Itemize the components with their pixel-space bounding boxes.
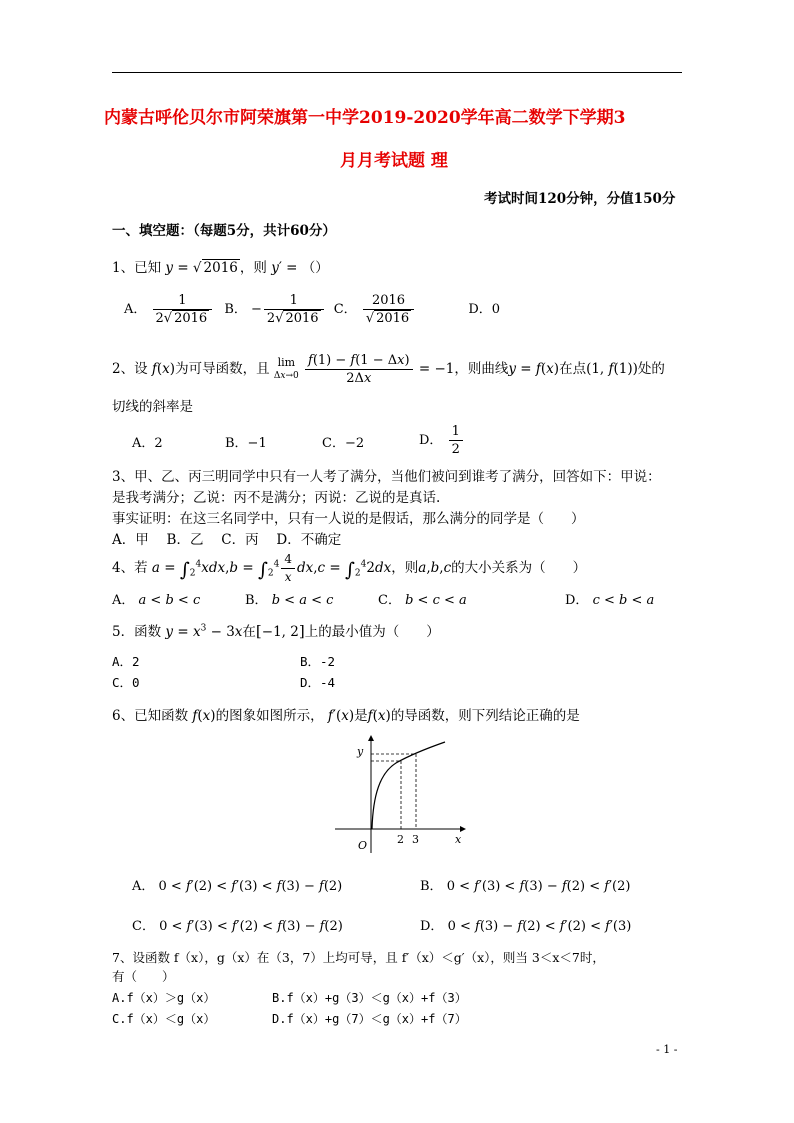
q7-option-a: A.f（x）＞g（x） [112, 991, 216, 1005]
q6-option-d: D． 0 < f(3) − f(2) < f′(2) < f′(3) [420, 919, 632, 934]
q4-option-a: A． a < b < c [112, 593, 201, 608]
q1-stem-tail: ，则 [239, 260, 267, 276]
q4-tail: ，则 [391, 560, 419, 576]
q1-options: A． $\frac{1}{2√ 2016}$ B． − $\frac{1}{2√ 2016}$ C． $\frac{2016}{√ 2016}$ D．0 [124, 293, 501, 326]
title-line-1: 内蒙古呼伦贝尔市阿荣旗第一中学2019-2020学年高二数学下学期3 [104, 108, 626, 128]
q5-option-a: A．2 [112, 654, 140, 669]
q6-option-c: C． 0 < f′(3) < f′(2) < f(3) − f(2) [132, 919, 343, 934]
question-6: 6、已知函数 f(x)的图象如图所示， f′(x)是f(x)的导函数，则下列结论正确的是 [112, 708, 580, 724]
q2-option-d: D． $\frac{1}{2}$ [419, 423, 465, 458]
q6-mid-2: 是 [354, 708, 368, 724]
q5-tail: 上的最小值为（ ） [304, 624, 440, 640]
q4-d-label: D． [565, 593, 589, 608]
q5-option-b: B．-2 [300, 654, 336, 669]
q7-option-c: C.f（x）＜g（x） [112, 1012, 216, 1026]
q3-line-1: 3、甲、乙、丙三明同学中只有一人考了满分，当他们被问到谁考了满分，回答如下：甲说： [112, 469, 661, 485]
q7-line-2: 有（ ） [112, 969, 175, 984]
q5-option-d: D．-4 [300, 675, 336, 690]
question-2: 2、设 f(x)为可导函数，且 lim Δx→0 $\frac{f(1) - f(1 - \Delta x)}{2\Delta x}$ = −1，则曲线y = f(x)在点(1, f(1))处的 [112, 353, 665, 386]
q4-prefix: 4、若 [112, 560, 148, 576]
q1-b-den: 2016 [285, 311, 319, 326]
q1-option-a: A． [124, 302, 147, 317]
q2-line-2: 切线的斜率是 [112, 399, 193, 415]
q1-option-b: B． [224, 302, 247, 317]
q2-part3: 在点 [559, 361, 587, 377]
q3-line-2: 是我考满分；乙说：丙不是满分；丙说：乙说的是真话. [112, 490, 441, 506]
title-line-2: 月月考试题 理 [340, 151, 448, 171]
q6-tail: 的导函数，则下列结论正确的是 [390, 708, 580, 724]
q4-option-c: C． b < c < a [378, 593, 467, 608]
q1-c-num: 2016 [363, 292, 414, 310]
q7-option-b: B.f（x）+g（3）＜g（x）+f（3） [272, 991, 467, 1005]
y-axis-arrow [368, 735, 374, 741]
q6-a-label: A． [132, 879, 155, 894]
q6-function-graph [330, 735, 470, 855]
q6-option-b: B． 0 < f′(3) < f(3) − f(2) < f′(2) [420, 879, 631, 894]
q6-c-label: C． [132, 919, 155, 934]
graph-tick-2: 2 [397, 833, 404, 846]
q6-prefix: 6、已知函数 [112, 708, 189, 724]
q1-prefix: 1、已知 [112, 260, 162, 276]
q2-option-b: B．−1 [225, 436, 267, 451]
question-5: 5．函数 $y = x^3 - 3x$在[−1, 2]上的最小值为（ ） [112, 622, 440, 640]
q4-c-label: C． [378, 593, 401, 608]
q1-a-num: 1 [153, 292, 213, 310]
q4-b-label: B． [245, 593, 268, 608]
q5-option-c: C．0 [112, 675, 140, 690]
q1-radicand: 2016 [203, 260, 238, 276]
q4-tail-2: 的大小关系为（ ） [451, 560, 587, 576]
q2-part2: ，则曲线 [454, 361, 509, 377]
q6-mid-1: 的图象如图所示， [215, 708, 324, 724]
q4-option-b: B． b < a < c [245, 593, 334, 608]
exam-info: 考试时间120分钟，分值150分 [484, 191, 676, 207]
q2-option-c: C．−2 [322, 436, 365, 451]
q7-line-1: 7、设函数 f（x），g（x）在（3，7）上均可导，且 f′（x）＜g′（x），则当 3＜x＜7时， [112, 950, 605, 965]
q1-option-d: D．0 [468, 302, 501, 317]
graph-y-label: y [357, 745, 364, 758]
page-number: - 1 - [656, 1043, 678, 1056]
top-rule [112, 72, 682, 73]
q2-prefix: 2、设 [112, 361, 148, 377]
q2-option-a: A．2 [132, 436, 163, 451]
q3-line-3: 事实证明：在这三名同学中，只有一人说的是假话，那么满分的同学是（ ） [112, 511, 585, 527]
q1-paren: （） [301, 260, 329, 276]
q2-option-d-label: D． [419, 433, 443, 448]
q7-option-d: D.f（x）+g（7）＜g（x）+f（7） [272, 1012, 467, 1026]
question-4: 4、若 $a = \int_2^4xdx,b = \int_2^4$ $\frac{4}{x}$ $dx,c = \int_2^42dx$，则a,b,c的大小关系为（ ） [112, 552, 587, 584]
q6-d-label: D． [420, 919, 444, 934]
function-curve [372, 742, 445, 829]
q4-a-label: A． [112, 593, 135, 608]
graph-tick-3: 3 [412, 833, 419, 846]
q2-part1: 为可导函数，且 [175, 361, 270, 377]
q6-option-a: A． 0 < f′(2) < f′(3) < f(3) − f(2) [132, 879, 343, 894]
question-1: 1、已知 y = √ 2016 ，则 y′ = （） [112, 260, 329, 276]
q1-option-c: C． [333, 302, 357, 317]
q1-c-den: 2016 [376, 311, 410, 326]
q6-b-label: B． [420, 879, 443, 894]
section-heading: 一、填空题：（每题5分，共计60分） [112, 223, 336, 239]
q5-prefix: 5．函数 [112, 624, 162, 640]
q2-part4: 处的 [637, 361, 665, 377]
q5-mid: 在 [242, 624, 256, 640]
q1-b-num: 1 [264, 292, 324, 310]
graph-origin-label: O [358, 839, 368, 852]
q1-a-den: 2016 [174, 311, 208, 326]
q4-option-d: D． c < b < a [565, 593, 655, 608]
q3-options: A．甲 B．乙 C．丙 D．不确定 [112, 532, 342, 548]
x-axis-arrow [460, 826, 466, 832]
graph-x-label: x [455, 833, 462, 846]
